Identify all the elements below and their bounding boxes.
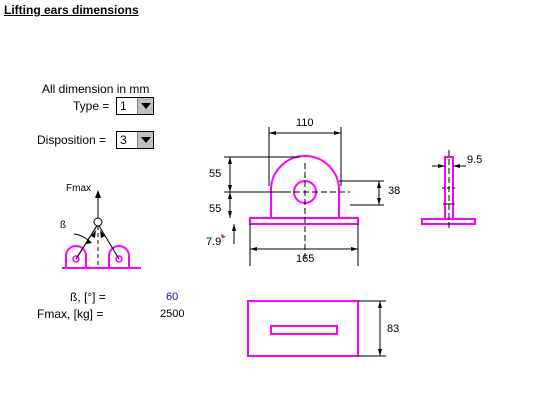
dim-base-length: 165 bbox=[296, 253, 315, 265]
dim-base-width: 83 bbox=[387, 323, 400, 335]
ear-top-view bbox=[271, 326, 337, 334]
force-label: Fmax bbox=[66, 183, 91, 194]
type-label: Type = bbox=[73, 99, 110, 113]
base-plate-front bbox=[250, 218, 358, 224]
angle-label: ß bbox=[60, 220, 67, 231]
warning-marker bbox=[221, 234, 226, 238]
dim-base-thickness: 7.9 bbox=[206, 236, 222, 248]
dim-base-height: 55 bbox=[209, 203, 222, 215]
type-value: 1 bbox=[120, 99, 127, 113]
disposition-label: Disposition = bbox=[37, 133, 107, 147]
fmax-result-value: 2500 bbox=[160, 308, 185, 320]
dim-hole-height: 55 bbox=[209, 168, 222, 180]
disposition-value: 3 bbox=[120, 133, 127, 147]
dim-plate-thickness: 9.5 bbox=[467, 154, 483, 166]
dim-hole-radius: 38 bbox=[388, 185, 401, 197]
angle-result-label: ß, [°] = bbox=[70, 290, 106, 304]
page-title: Lifting ears dimensions bbox=[4, 3, 139, 17]
base-plate-top-view bbox=[248, 301, 358, 356]
fmax-result-label: Fmax, [kg] = bbox=[37, 307, 104, 321]
units-note: All dimension in mm bbox=[42, 82, 150, 96]
angle-result-value: 60 bbox=[166, 291, 179, 303]
dim-ear-width: 110 bbox=[296, 117, 314, 129]
